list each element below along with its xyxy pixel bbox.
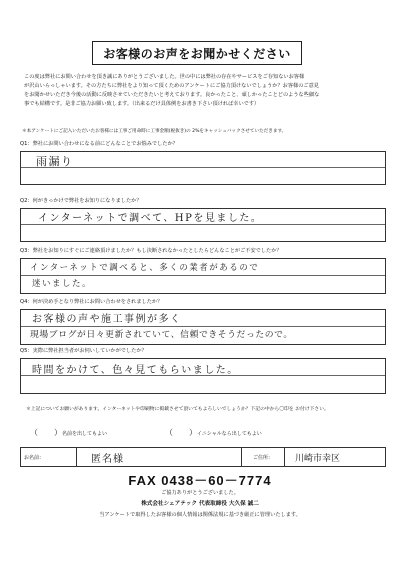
consent-option-label: イニシャルなら出してもよい: [197, 431, 262, 437]
cashback-note: ＊本アンケートにご記入いただいたお客様には工事ご用命時に工事金額(税抜き)の 2%をキャッシュバックさせていただきます。: [22, 129, 287, 134]
question-1-label: Q1：弊社にお問い合わせになる前にどんなことでお悩みでしたか？: [20, 141, 178, 147]
question-1-answer-box: [20, 151, 386, 185]
question-3-answer-line-1: インターネットで調べると、多くの業者があるので: [30, 263, 260, 273]
intro-text: [24, 73, 380, 109]
fax-number: FAX 0438－60－7774: [128, 473, 272, 488]
rule-line: [21, 224, 385, 225]
question-3-answer-line-2: 迷いました。: [32, 279, 93, 289]
question-5-answer: 時間をかけて、色々見てもらいました。: [32, 365, 239, 376]
name-label: お名前：: [21, 448, 77, 466]
question-4-label: Q4：何が決め手となり弊社にお問い合わせをされましたか？: [20, 299, 163, 305]
rule-line: [21, 275, 385, 276]
question-2-answer: インターネットで調べて、HPを見ました。: [38, 213, 263, 224]
address-value: 川崎市幸区: [295, 453, 341, 464]
address-label: ご住所：: [242, 448, 285, 466]
rule-line: [21, 167, 385, 168]
question-1-answer: 雨漏り: [36, 155, 74, 168]
question-4-answer-line-1: お客様の声や施工事例が多く: [32, 314, 182, 325]
company-name: 株式会社シェアテック 代表取締役 大久保 誠二: [141, 501, 259, 507]
intro-line: が沢山いらっしゃいます。その方たちに弊社をより知って頂くためのアンケートにご協力頂けないでしょうか？お客様のご意見: [24, 83, 319, 89]
intro-line: 事でも結構です。是非ご協力お願い致します。（出来るだけ具体例をお書き下さい頂ければ幸いです）: [24, 101, 260, 107]
name-value: 匿名様: [77, 448, 242, 466]
consent-option-label: 名前を出してもよい: [62, 431, 108, 437]
consent-option-name[interactable]: [30, 427, 107, 438]
question-2-label: Q2：何がきっかけで弊社をお知りになりましたか？: [20, 198, 142, 204]
name-address-row: [20, 447, 386, 467]
publication-consent-question: ＊上記についてお願いがあります。インターネットや印刷物に掲載させて頂いてもよろしいでしょうか？下記の中から〇印を お付け下さい。: [26, 407, 329, 412]
question-3-label: Q3：弊社をお知りにすぐにご連絡頂けましたか？もし決断されなかったとしたらどんなことがご不安でしたか？: [20, 248, 282, 254]
consent-blank: （ ）: [165, 428, 197, 437]
intro-line: この度は弊社にお問い合わせを頂き誠にありがとうございました。世の中には弊社の存在やサービスをご存知ないお客様: [24, 74, 305, 80]
consent-option-initial[interactable]: [165, 427, 262, 438]
question-5-label: Q5：実際に弊社担当者がお伺いしていかがでしたか？: [20, 348, 147, 354]
thanks-text: ご協力ありがとうございました。: [161, 490, 239, 496]
intro-line: をお聞かせいただき今後の活動に反映させていただきたいと考えております。良かったこと、頑しかったことどのような些細な: [24, 92, 320, 98]
privacy-note: 当アンケートで取得したお客様の個人情報は関係法規に基づき厳正に管理いたします。: [99, 512, 301, 518]
consent-blank: （ ）: [30, 428, 62, 437]
form-title: お客様のお声をお聞かせください: [92, 41, 302, 65]
question-4-answer-line-2: 現場ブログが日々更新されていて、信頼できそうだったので。: [30, 330, 293, 340]
